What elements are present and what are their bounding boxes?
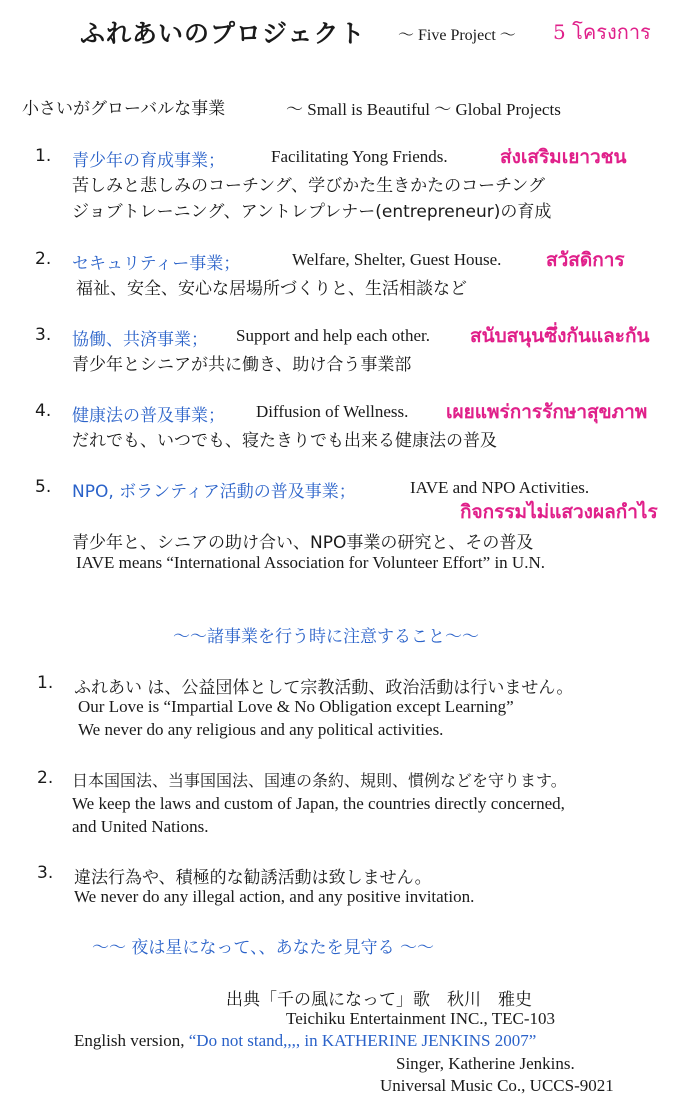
notice-number: 2. bbox=[37, 768, 54, 788]
project-description-line: 福祉、安全、安心な居場所づくりと、生活相談など bbox=[76, 279, 467, 299]
project-number: 3. bbox=[35, 325, 52, 345]
project-heading-en: Facilitating Yong Friends. bbox=[271, 147, 448, 166]
notice-number: 3. bbox=[37, 863, 54, 883]
project-heading-en: Welfare, Shelter, Guest House. bbox=[292, 250, 502, 269]
document-title-th: 5 โครงการ bbox=[553, 20, 651, 44]
subtitle-jp: 小さいがグローバルな事業 bbox=[22, 99, 226, 119]
project-heading-jp: セキュリティー事業； bbox=[72, 254, 241, 274]
project-number: 4. bbox=[35, 401, 52, 421]
project-description-line: 青少年とシニアが共に働き、助け合う事業部 bbox=[72, 355, 412, 375]
project-number: 2. bbox=[35, 249, 52, 269]
notice-heading: 〜〜諸事業を行う時に注意すること〜〜 bbox=[173, 627, 479, 647]
project-number: 5. bbox=[35, 477, 52, 497]
notice-text-jp: 日本国国法、当事国国法、国連の条約、規則、慣例などを守ります。 bbox=[72, 771, 567, 790]
document-title-en: 〜 Five Project 〜 bbox=[398, 27, 516, 44]
project-heading-th: ส่งเสริมเยาวชน bbox=[500, 146, 627, 168]
project-description-line: 青少年と、シニアの助け合い、NPO事業の研究と、その普及 bbox=[72, 533, 534, 553]
notice-text-en: We never do any religious and any political activities. bbox=[78, 720, 444, 739]
project-heading-jp: 健康法の普及事業； bbox=[72, 406, 225, 426]
project-number: 1. bbox=[35, 146, 52, 166]
project-heading-en: Diffusion of Wellness. bbox=[256, 402, 409, 421]
credit-label-universal: Universal Music Co., UCCS-9021 bbox=[380, 1076, 614, 1095]
credit-source: 出典「千の風になって」歌 秋川 雅史 bbox=[226, 990, 532, 1010]
project-heading-th: สนับสนุนซึ่งกันและกัน bbox=[470, 325, 650, 347]
notice-text-en: We keep the laws and custom of Japan, the countries directly concerned, bbox=[72, 794, 565, 813]
project-description-line: だれでも、いつでも、寝たきりでも出来る健康法の普及 bbox=[72, 431, 497, 451]
project-heading-jp: 青少年の育成事業； bbox=[72, 151, 225, 171]
notice-text-jp: 違法行為や、積極的な勧誘活動は致しません。 bbox=[74, 868, 432, 888]
project-description-line: IAVE means “International Association for Volunteer Effort” in U.N. bbox=[76, 553, 545, 572]
notice-number: 1. bbox=[37, 673, 54, 693]
project-heading-th: สวัสดิการ bbox=[546, 249, 625, 271]
credit-singer: Singer, Katherine Jenkins. bbox=[396, 1054, 575, 1073]
credit-english-version bbox=[74, 1031, 536, 1051]
project-heading-jp: 協働、共済事業； bbox=[72, 330, 208, 350]
project-heading-en: IAVE and NPO Activities. bbox=[410, 478, 590, 497]
project-heading-th: เผยแพร่การรักษาสุขภาพ bbox=[446, 401, 648, 423]
subtitle-en: 〜 Small is Beautiful 〜 Global Projects bbox=[286, 100, 561, 119]
credit-label-teichiku: Teichiku Entertainment INC., TEC-103 bbox=[286, 1009, 556, 1028]
project-description-line: ジョブトレーニング、アントレプレナー(entrepreneur)の育成 bbox=[72, 202, 552, 222]
credit-english-title: “Do not stand,,,, in KATHERINE JENKINS 2007” bbox=[188, 1031, 537, 1050]
notice-text-en: and United Nations. bbox=[72, 817, 209, 836]
credit-english-prefix: English version, bbox=[74, 1031, 189, 1050]
project-heading-jp: NPO, ボランティア活動の普及事業； bbox=[72, 482, 356, 502]
notice-text-en: Our Love is “Impartial Love & No Obligation except Learning” bbox=[78, 697, 514, 716]
project-heading-en: Support and help each other. bbox=[236, 326, 431, 345]
project-heading-th: กิจกรรมไม่แสวงผลกำไร bbox=[460, 501, 658, 523]
document-title-jp: ふれあいのプロジェクト bbox=[80, 19, 366, 48]
project-description-line: 苦しみと悲しみのコーチング、学びかた生きかたのコーチング bbox=[72, 176, 545, 196]
closing-line: 〜〜 夜は星になって、、あなたを見守る 〜〜 bbox=[92, 938, 434, 958]
notice-text-en: We never do any illegal action, and any positive invitation. bbox=[74, 887, 475, 906]
notice-text-jp: ふれあい は、公益団体として宗教活動、政治活動は行いません。 bbox=[74, 678, 574, 698]
